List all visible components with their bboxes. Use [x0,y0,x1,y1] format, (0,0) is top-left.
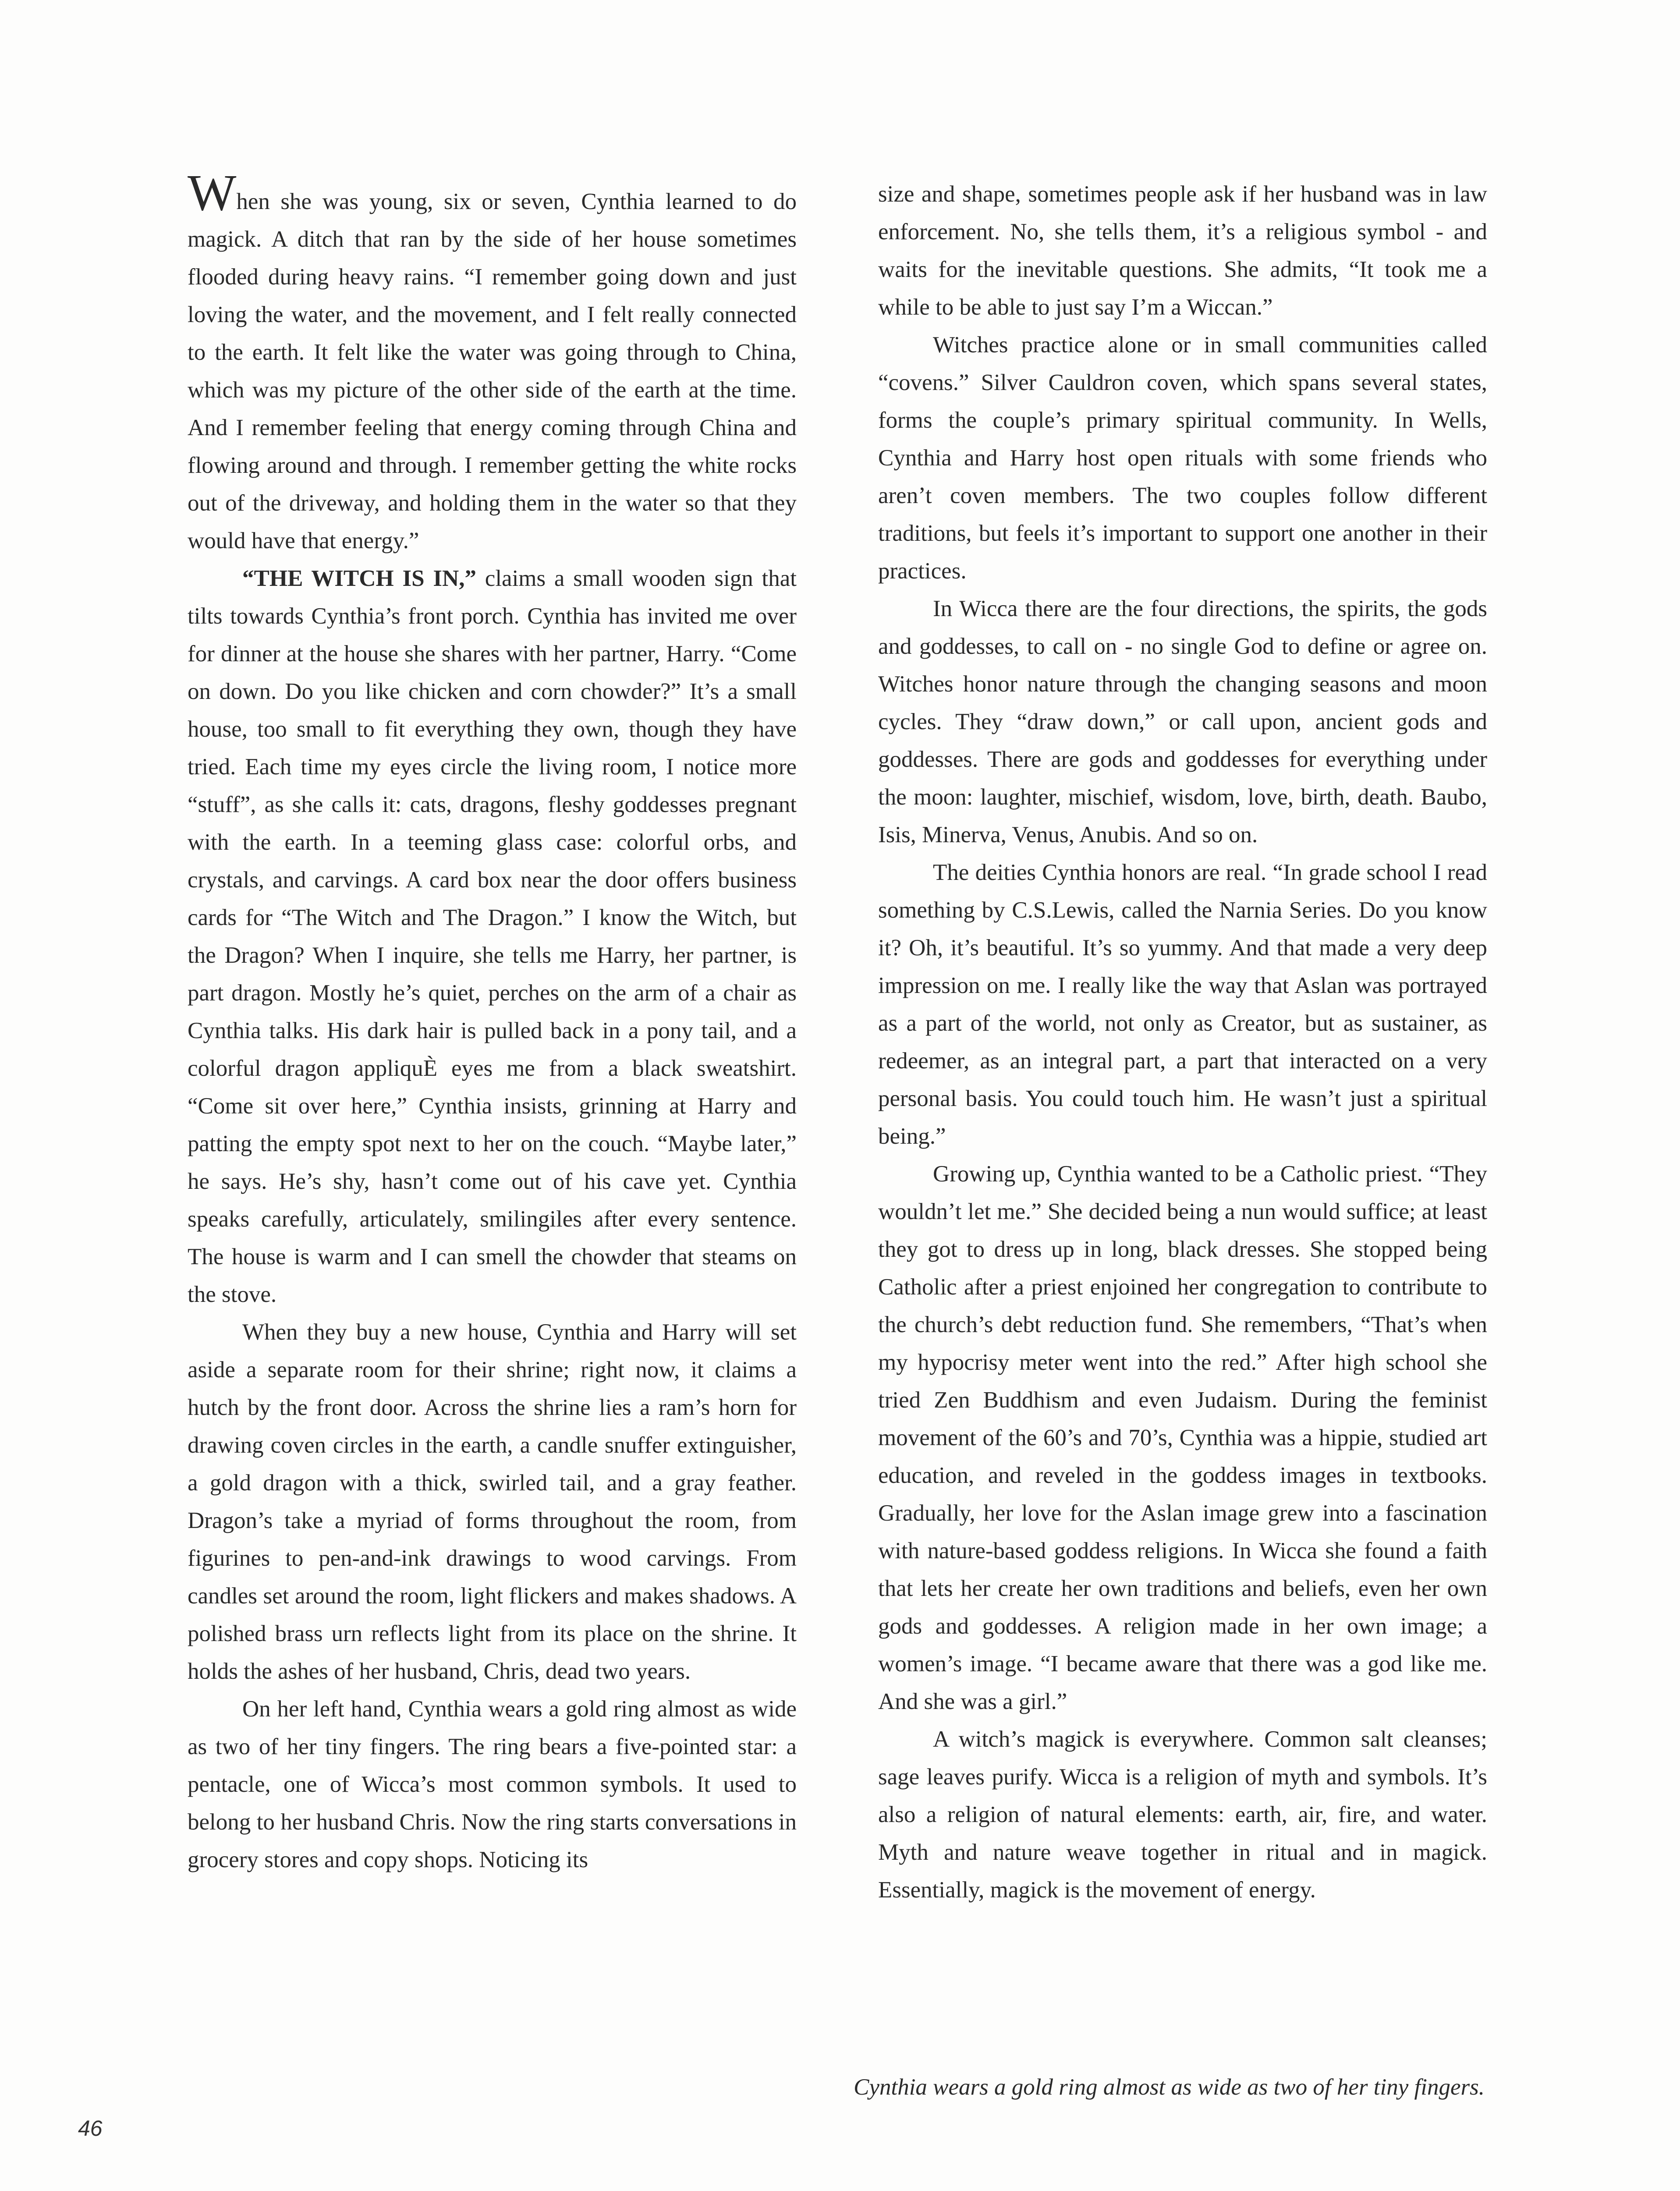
growing-up-paragraph: Growing up, Cynthia wanted to be a Catholic priest. “They wouldn’t let me.” She decided being a nun would suffice; at least they got to dress up in long, black dresses. She stopped being Catholic after a priest enjoined her congregation to contribute to the church’s debt reduction fund. She remembers, “That’s when my hypocrisy meter went into the red.” After high school she tried Zen Buddhism and even Judaism. During the feminist movement of the 60’s and 70’s, Cynthia was a hippie, studied art education, and reveled in the goddess images in textbooks. Gradually, her love for the Aslan image grew into a fascination with nature-based goddess religions. In Wicca she found a faith that lets her create her own traditions and beliefs, even her own gods and goddesses. A religion made in her own image; a women’s image. “I became aware that there was a god like me. And she was a girl.” [878,1161,1487,1714]
opening-paragraph [188,164,797,560]
photo-caption: Cynthia wears a gold ring almost as wide as two of her tiny fingers. [854,2074,1485,2100]
drop-cap: W [188,164,237,221]
deities-paragraph: The deities Cynthia honors are real. “In grade school I read something by C.S.Lewis, called the Narnia Series. Do you know it? Oh, it’s beautiful. It’s so yummy. And that made a very deep impression on me. I really like the way that Aslan was portrayed as a part of the world, not only as Creator, but as sustainer, as redeemer, as an integral part, a part that interacted on a very personal basis. You could touch him. He wasn’t just a spiritual being.” [878,860,1487,1149]
opening-paragraph-text: hen she was young, six or seven, Cynthia learned to do magick. A ditch that ran by the side of her house sometimes flooded during heavy rains. “I remember going down and just loving the water, and the movement, and I felt really connected to the earth. It felt like the water was going through to China, which was my picture of the other side of the earth at the time. And I remember feeling that energy coming through China and flowing around and through. I remember getting the white rocks out of the driveway, and holding them in the water so that they would have that energy.” [188,189,797,553]
witch-is-in-paragraph [188,560,797,1313]
ring-paragraph: On her left hand, Cynthia wears a gold ring almost as wide as two of her tiny fingers. The ring bears a five-pointed star: a pentacle, one of Wicca’s most common symbols. It used to belong to her husband Chris. Now the ring starts conversations in grocery stores and copy shops. Noticing its [188,1696,797,1872]
right-text-column [878,175,1487,1909]
paragraph-lead-in: “THE WITCH IS IN,” [242,566,477,591]
wicca-directions-paragraph: In Wicca there are the four directions, the spirits, the gods and goddesses, to call on - no single God to define or agree on. Witches honor nature through the changing seasons and moon cycles. They “draw down,” or call upon, ancient gods and goddesses. There are gods and goddesses for everything under the moon: laughter, mischief, wisdom, love, birth, death. Baubo, Isis, Minerva, Venus, Anubis. And so on. [878,596,1487,847]
witch-is-in-paragraph-text: claims a small wooden sign that tilts towards Cynthia’s front porch. Cynthia has invited me over for dinner at the house she shares with her partner, Harry. “Come on down. Do you like chicken and corn chowder?” It’s a small house, too small to fit everything they own, though they have tried. Each time my eyes circle the living room, I notice more “stuff”, as she calls it: cats, dragons, fleshy goddesses pregnant with the earth. In a teeming glass case: colorful orbs, and crystals, and carvings. A card box near the door offers business cards for “The Witch and The Dragon.” I know the Witch, but the Dragon? When I inquire, she tells me Harry, her partner, is part dragon. Mostly he’s quiet, perches on the arm of a chair as Cynthia talks. His dark hair is pulled back in a pony tail, and a colorful dragon appliquÈ eyes me from a black sweatshirt. “Come sit over here,” Cynthia insists, grinning at Harry and patting the empty spot next to her on the couch. “Maybe later,” he says. He’s shy, hasn’t come out of his cave yet. Cynthia speaks carefully, articulately, smilingiles after every sentence. The house is warm and I can smell the chowder that steams on the stove. [188,566,797,1307]
left-text-column [188,164,797,1879]
shrine-paragraph: When they buy a new house, Cynthia and Harry will set aside a separate room for their shrine; right now, it claims a hutch by the front door. Across the shrine lies a ram’s horn for drawing coven circles in the earth, a candle snuffer extinguisher, a gold dragon with a thick, swirled tail, and a gray feather. Dragon’s take a myriad of forms throughout the room, from figurines to pen-and-ink drawings to wood carvings. From candles set around the room, light flickers and makes shadows. A polished brass urn reflects light from its place on the shrine. It holds the ashes of her husband, Chris, dead two years. [188,1319,797,1684]
page-number: 46 [78,2116,103,2141]
magick-paragraph: A witch’s magick is everywhere. Common salt cleanses; sage leaves purify. Wicca is a religion of myth and symbols. It’s also a religion of natural elements: earth, air, fire, and water. Myth and nature weave together in ritual and in magick. Essentially, magick is the movement of energy. [878,1727,1487,1903]
ring-paragraph-continued: size and shape, sometimes people ask if her husband was in law enforcement. No, she tells them, it’s a religious symbol - and waits for the inevitable questions. She admits, “It took me a while to be able to just say I’m a Wiccan.” [878,181,1487,320]
covens-paragraph: Witches practice alone or in small communities called “covens.” Silver Cauldron coven, which spans several states, forms the couple’s primary spiritual community. In Wells, Cynthia and Harry host open rituals with some friends who aren’t coven members. The two couples follow different traditions, but feels it’s important to support one another in their practices. [878,332,1487,584]
